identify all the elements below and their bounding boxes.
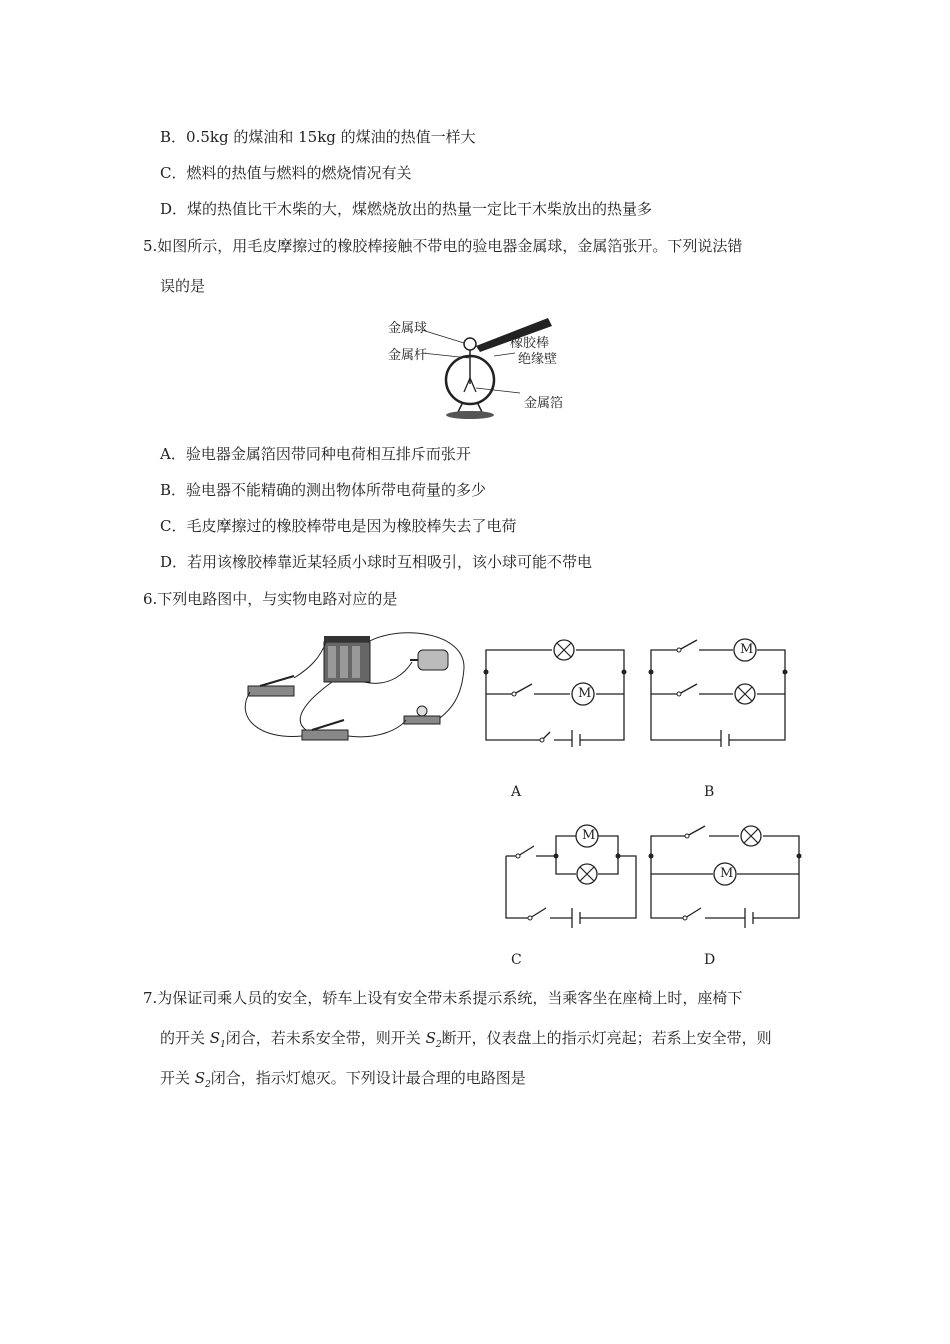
physical-circuit-figure [240, 628, 470, 753]
q5-option-c: C．毛皮摩擦过的橡胶棒带电是因为橡胶棒失去了电荷 [160, 517, 517, 535]
motor-label-b: M [740, 642, 754, 657]
circuit-a-drawing [480, 632, 640, 747]
motor-label-d: M [720, 866, 734, 881]
label-ball: 金属球 [388, 321, 428, 336]
label-insulating-wall: 绝缘壁 [518, 352, 558, 367]
circuit-b-drawing [645, 632, 805, 747]
circuit-b [645, 632, 805, 747]
circuit-c-drawing [500, 816, 645, 931]
label-foil: 金属箔 [524, 396, 564, 411]
choice-d-label: D [704, 952, 716, 968]
choice-c-label: C [511, 952, 522, 968]
label-rod: 金属杆 [388, 348, 428, 363]
label-rubber-rod: 橡胶棒 [510, 336, 550, 351]
circuit-a [480, 632, 640, 747]
q7-line3-b: 闭合，指示灯熄灭。下列设计最合理的电路图是 [210, 1069, 526, 1087]
q7-line3 [160, 1068, 526, 1095]
q4-option-b: B．0.5kg 的煤油和 15kg 的煤油的热值一样大 [160, 128, 476, 146]
q6-stem: 6.下列电路图中，与实物电路对应的是 [143, 590, 398, 608]
circuit-d [645, 816, 805, 931]
q7-line2-b: 闭合，若未系安全带，则开关 [225, 1029, 426, 1047]
switch-s2: $S_2$ [425, 1029, 442, 1050]
choice-a-label: A [511, 784, 522, 800]
q7-line3-a: 开关 [160, 1069, 195, 1087]
q5-option-b: B．验电器不能精确的测出物体所带电荷量的多少 [160, 481, 487, 499]
q7-line2-c: 断开，仪表盘上的指示灯亮起；若系上安全带，则 [441, 1029, 772, 1047]
q4-option-c: C．燃料的热值与燃料的燃烧情况有关 [160, 164, 412, 182]
motor-label-c: M [582, 828, 596, 843]
physical-circuit-drawing [240, 628, 470, 753]
choice-b-label: B [704, 784, 715, 800]
q5-stem-line2: 误的是 [160, 277, 206, 295]
q7-line2-a: 的开关 [160, 1029, 210, 1047]
q7-line2 [160, 1028, 772, 1055]
q7-line1: 7.为保证司乘人员的安全，轿车上设有安全带未系提示系统，当乘客坐在座椅上时，座椅下 [143, 989, 743, 1007]
motor-label-a: M [578, 686, 592, 701]
q5-option-d: D．若用该橡胶棒靠近某轻质小球时互相吸引，该小球可能不带电 [160, 553, 593, 571]
switch-s2-ref: $S_2$ [194, 1069, 211, 1090]
q5-stem-line1: 5.如图所示，用毛皮摩擦过的橡胶棒接触不带电的验电器金属球，金属箔张开。下列说法错 [143, 237, 743, 255]
switch-s1: $S_1$ [209, 1029, 226, 1050]
q4-option-d: D．煤的热值比干木柴的大，煤燃烧放出的热量一定比干木柴放出的热量多 [160, 200, 653, 218]
electroscope-figure [380, 308, 580, 423]
circuit-c [500, 816, 645, 931]
q5-option-a: A．验电器金属箔因带同种电荷相互排斥而张开 [160, 445, 471, 463]
